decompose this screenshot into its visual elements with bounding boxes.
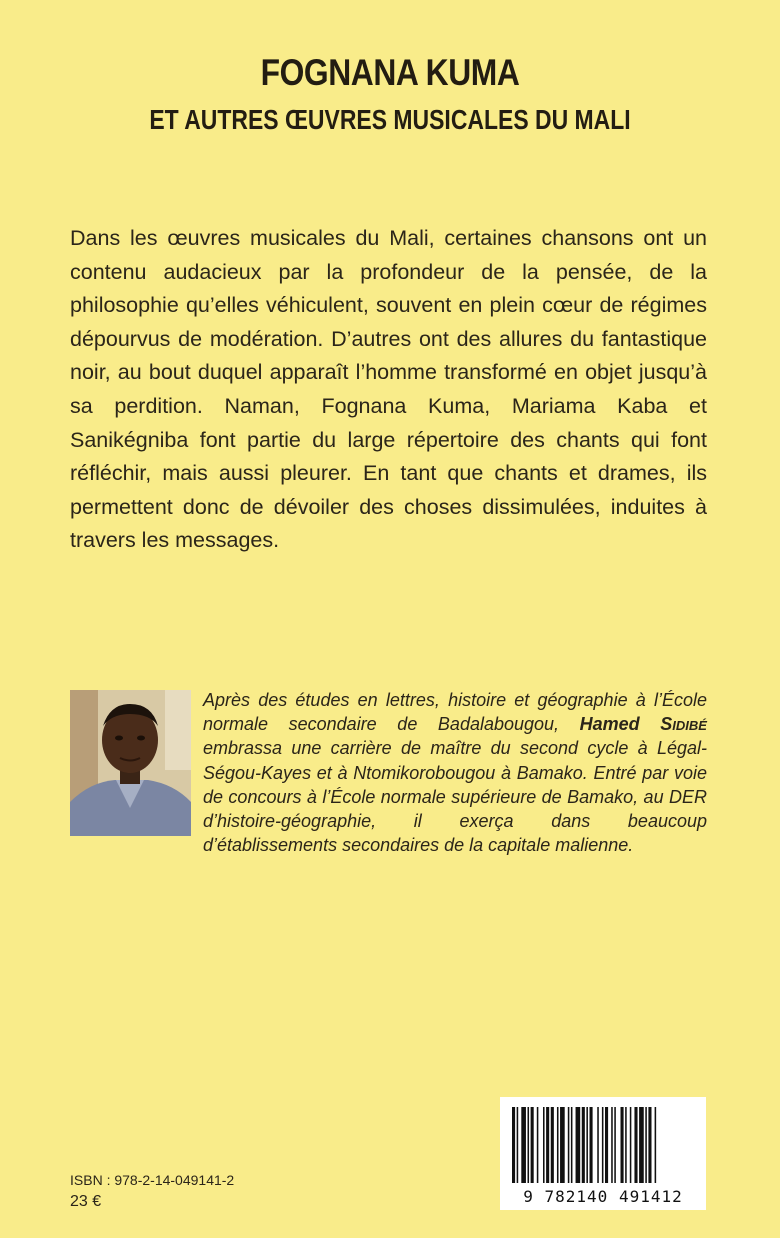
barcode-bar [614, 1107, 616, 1183]
author-bio [203, 688, 707, 857]
barcode-bar [639, 1107, 644, 1183]
barcode-bar [557, 1107, 559, 1183]
barcode-bar [537, 1107, 539, 1183]
barcode-bar [543, 1107, 545, 1183]
barcode-bar [590, 1107, 593, 1183]
barcode [500, 1097, 706, 1210]
barcode-bar [517, 1107, 519, 1183]
barcode-digits: 9 782140 491412 [523, 1187, 683, 1206]
barcode-bar [546, 1107, 549, 1183]
barcode-bar [528, 1107, 530, 1183]
barcode-bar [648, 1107, 651, 1183]
bio-text-end: embrassa une carrière de maître du second cycle à Légal-Ségou-Kayes et à Ntomikorobougou à Bamako. Entré par voie de concours à l’École normale supérieure de Bamako, au DER d’histoire-géographie, il exerça dans beaucoup d’établissements secondaires de la capitale malienne. [203, 738, 707, 856]
barcode-bar [655, 1107, 657, 1183]
cover-title: FOGNANA KUMA [260, 52, 520, 93]
barcode-bar [586, 1107, 588, 1183]
cover-subtitle: ET AUTRES ŒUVRES MUSICALES DU MALI [149, 104, 631, 135]
barcode-bar [531, 1107, 534, 1183]
barcode-bar [597, 1107, 599, 1183]
barcode-bar [634, 1107, 637, 1183]
author-portrait-icon [70, 690, 191, 836]
barcode-bar [625, 1107, 627, 1183]
price-text: 23 € [70, 1193, 102, 1210]
back-cover-blurb: Dans les œuvres musicales du Mali, certaines chansons ont un contenu audacieux par la profondeur de la pensée, de la philosophie qu’elles véhiculent, souvent en plein cœur de régimes dépourvus de modération. D’autres ont des allures du fantastique noir, au bout duquel apparaît l’homme transformé en objet jusqu’à sa perdition. Naman, Fognana Kuma, Mariama Kaba et Sanikégniba font partie du large répertoire des chants qui font réfléchir, mais aussi pleurer. En tant que chants et drames, ils permettent donc de dévoiler des choses dissimulées, induites à travers les messages. [70, 226, 707, 553]
barcode-bar [630, 1107, 632, 1183]
barcode-bar [602, 1107, 604, 1183]
isbn-text: ISBN : 978-2-14-049141-2 [70, 1172, 235, 1188]
barcode-bar [571, 1107, 573, 1183]
barcode-bar [611, 1107, 613, 1183]
barcode-bar [576, 1107, 581, 1183]
barcode-bar [568, 1107, 570, 1183]
author-last-name: Sidibé [660, 714, 707, 735]
barcode-bar [621, 1107, 624, 1183]
author-first-name: Hamed [579, 714, 640, 735]
barcode-bar [521, 1107, 526, 1183]
barcode-bar [605, 1107, 608, 1183]
barcode-bar [645, 1107, 647, 1183]
bio-text-start: Après des études en lettres, histoire et géographie à l’École normale secondaire de Badalabougou, [203, 690, 707, 735]
barcode-bar [560, 1107, 565, 1183]
barcode-bar [551, 1107, 554, 1183]
barcode-bar [582, 1107, 585, 1183]
barcode-bar [512, 1107, 515, 1183]
author-photo [70, 690, 191, 836]
